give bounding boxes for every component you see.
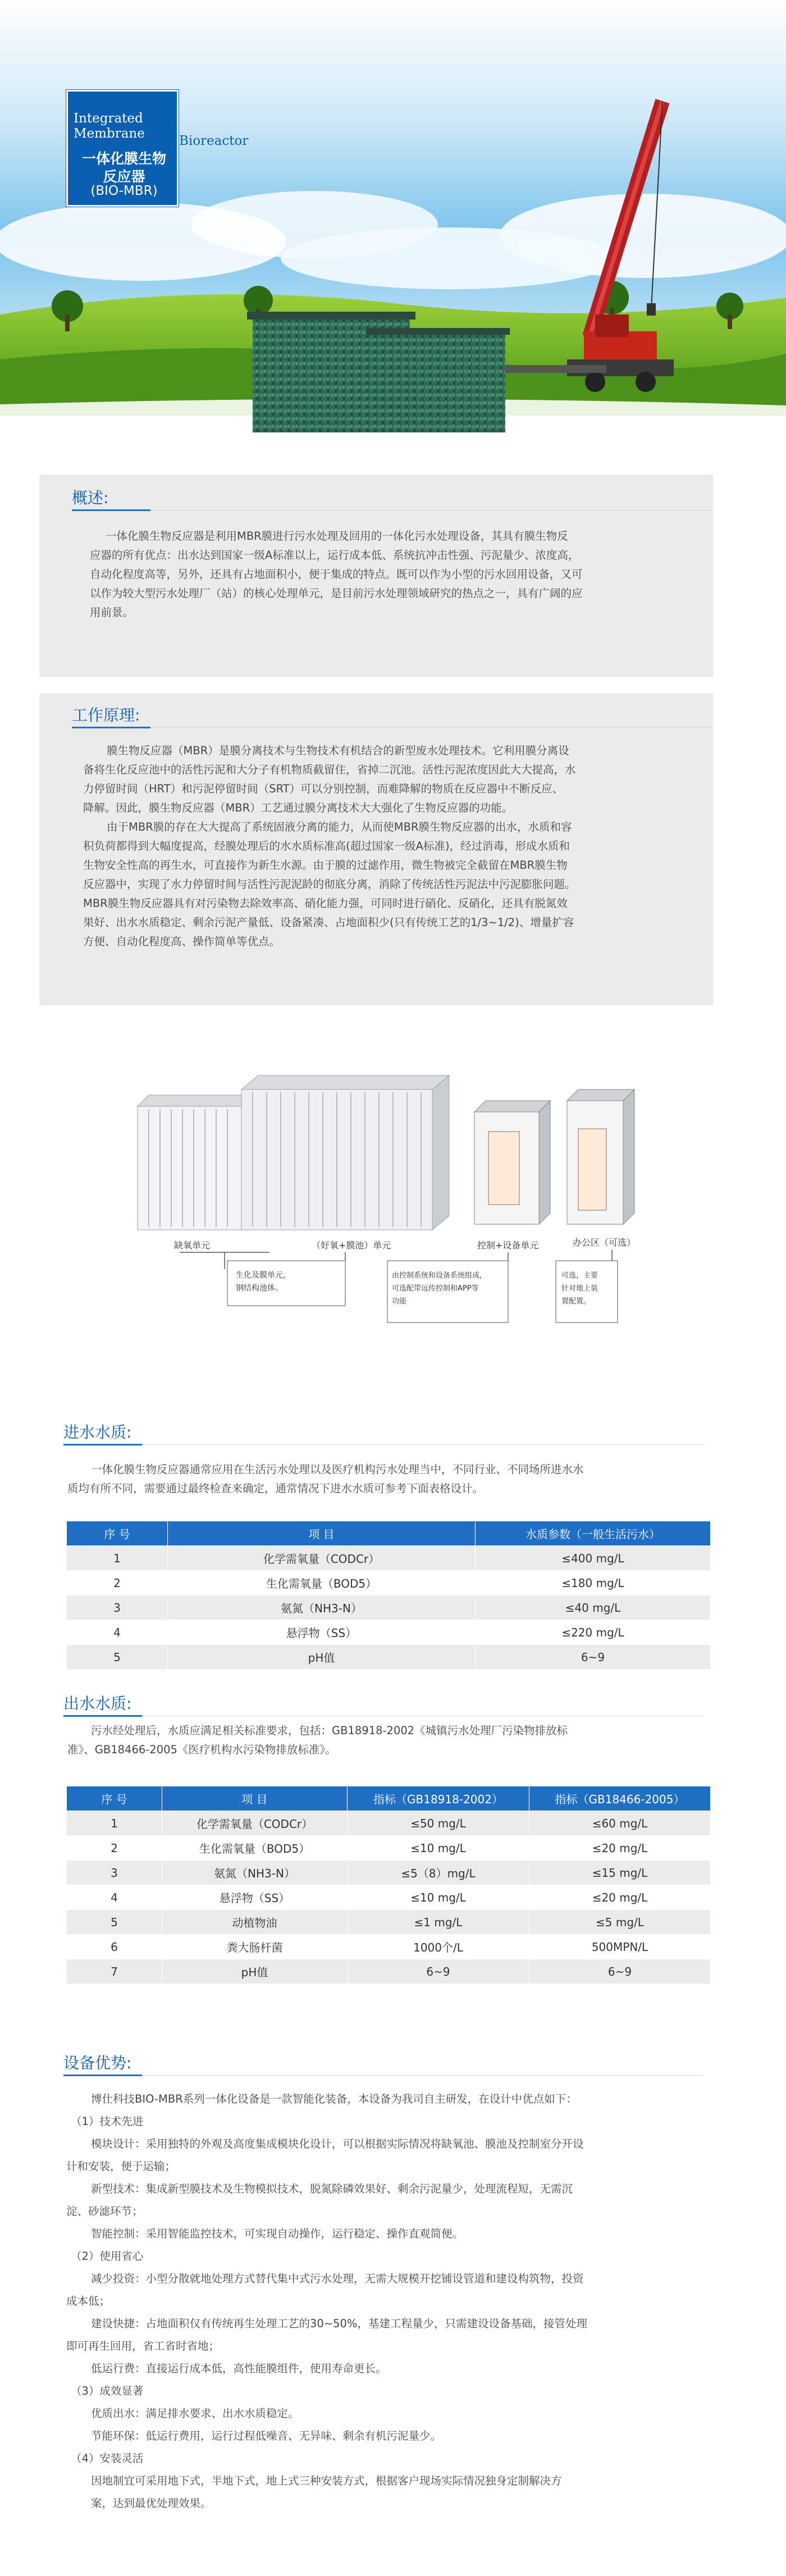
table-cell: ≤20 mg/L — [529, 1836, 711, 1861]
table-row — [67, 1935, 711, 1959]
outlet-heading — [31, 1693, 705, 1715]
text-line: 应器的所有优点：出水达到国家一级A标准以上，运行成本低、系统抗冲击性强、污泥量少、浓度高， — [90, 549, 579, 562]
text-line: 准》、GB18466-2005《医疗机构水污染物排放标准》。 — [67, 1743, 336, 1756]
table-cell: 1000个/L — [348, 1935, 529, 1959]
table-row — [67, 1546, 711, 1571]
table-row — [67, 1861, 711, 1885]
table-cell: 2 — [67, 1836, 162, 1861]
text-line: 节能环保：低运行费用，运行过程低噪音、无异味、剩余有机污泥量少。 — [91, 2429, 442, 2442]
text-line: （4）安装灵活 — [71, 2452, 144, 2465]
aerobic-unit-graphic — [241, 1075, 449, 1230]
column-header: 项 目 — [162, 1786, 348, 1811]
inlet-table — [66, 1521, 711, 1670]
label-anoxic: 缺氧单元 — [174, 1240, 211, 1251]
table-cell: 1 — [67, 1546, 168, 1571]
hero-illustration — [0, 0, 786, 432]
unit-diagram — [0, 1067, 786, 1359]
table-row — [67, 1645, 711, 1670]
column-header: 序 号 — [67, 1786, 162, 1811]
table-cell: ≤5（8）mg/L — [348, 1861, 529, 1885]
note-box-bio — [227, 1261, 345, 1306]
table-cell: 氨氮（NH3-N） — [168, 1595, 476, 1620]
table-cell: 6 — [67, 1935, 162, 1959]
table-cell: pH值 — [162, 1959, 348, 1984]
inlet-heading — [31, 1422, 705, 1443]
table-cell: 悬浮物（SS） — [168, 1620, 476, 1645]
table-row — [67, 1595, 711, 1620]
note-control-line: 由控制系统和设备系统组成， — [392, 1271, 487, 1280]
overview-title: 概述: — [72, 489, 109, 507]
divider — [63, 2075, 703, 2076]
table-row — [67, 1910, 711, 1935]
table-row — [67, 1811, 711, 1836]
text-line: 果好、出水水质稳定、剩余污泥产量低、设备紧凑、占地面积少(只有传统工艺的1/3~1/2)、增量扩容 — [83, 916, 574, 929]
text-line: 博仕科技BIO-MBR系列一体化设备是一款智能化装备，本设备为我司自主研发，在设计中优点如下： — [91, 2092, 577, 2105]
text-line: 方便、自动化程度高、操作简单等优点。 — [83, 935, 281, 948]
table-cell: 氨氮（NH3-N） — [162, 1861, 348, 1885]
text-line: 即可再生回用，省工省时省地； — [66, 2340, 220, 2352]
text-line: 由于MBR膜的存在大大提高了系统固液分离的能力，从而使MBR膜生物反应器的出水，水质和容 — [107, 820, 572, 833]
table-cell: 生化需氧量（BOD5） — [162, 1836, 348, 1861]
logo-en-line-1: Integrated — [74, 111, 143, 126]
table-cell: ≤60 mg/L — [529, 1811, 711, 1836]
text-line: 淀、砂滤环节； — [66, 2205, 143, 2218]
column-header: 指标（GB18466-2005） — [529, 1786, 711, 1811]
table-cell: ≤5 mg/L — [529, 1910, 711, 1935]
column-header: 水质参数（一般生活污水） — [476, 1521, 711, 1546]
column-header: 序 号 — [67, 1521, 168, 1546]
office-unit-graphic — [567, 1089, 634, 1224]
table-cell: ≤220 mg/L — [476, 1620, 711, 1645]
table-cell: 5 — [67, 1910, 162, 1935]
principle-title: 工作原理: — [72, 706, 140, 724]
logo-cn-line-3: (BIO-MBR) — [90, 184, 158, 198]
product-logo-box — [66, 90, 249, 207]
text-line: 新型技术：集成新型膜技术及生物模拟技术，脱氮除磷效果好、剩余污泥量少，处理流程短，无需沉 — [91, 2182, 573, 2195]
table-cell: ≤1 mg/L — [348, 1910, 529, 1935]
table-cell: ≤400 mg/L — [476, 1546, 711, 1571]
outlet-text — [67, 1721, 719, 1759]
text-line: 备将生化反应池中的活性污泥和大分子有机物质截留住，省掉二沉池。活性污泥浓度因此大大提高，水 — [83, 763, 576, 776]
advantages-text — [66, 2088, 729, 2515]
table-cell: 2 — [67, 1571, 168, 1595]
text-line: 智能控制：采用智能监控技术，可实现自动操作，运行稳定、操作直观简便。 — [91, 2227, 464, 2240]
text-line: （3）成效显著 — [71, 2384, 144, 2397]
advantages-heading — [31, 2053, 705, 2074]
text-line: （1）技术先进 — [71, 2115, 144, 2128]
text-line: 生物安全性高的再生水，可直接作为新生水源。由于膜的过滤作用，微生物被完全截留在MBR膜生物 — [83, 859, 568, 872]
table-row — [67, 1959, 711, 1984]
table-cell: ≤15 mg/L — [529, 1861, 711, 1885]
label-control: 控制+设备单元 — [477, 1240, 539, 1251]
text-line: 降解。因此，膜生物反应器（MBR）工艺通过膜分离技术大大强化了生物反应器的功能。 — [83, 801, 513, 814]
table-cell: 1 — [67, 1811, 162, 1836]
text-line: 一体化膜生物反应器是利用MBR膜进行污水处理及回用的一体化污水处理设备，其具有膜生物反 — [106, 530, 568, 542]
note-bio-line: 生化及膜单元， — [236, 1271, 291, 1280]
text-line: 因地制宜可采用地下式，半地下式，地上式三种安装方式，根据客户现场实际情况独身定制解决方 — [91, 2474, 562, 2487]
table-cell: 500MPN/L — [529, 1935, 711, 1959]
table-cell: 6~9 — [348, 1959, 529, 1984]
note-control-line: 功能 — [392, 1297, 407, 1306]
anoxic-unit-graphic — [138, 1095, 253, 1230]
table-cell: 4 — [67, 1620, 168, 1645]
table-cell: 6~9 — [529, 1959, 711, 1984]
note-bio-line: 钢结构池体。 — [236, 1284, 283, 1293]
table-cell: ≤50 mg/L — [348, 1811, 529, 1836]
text-line: 建设快捷：占地面积仅有传统再生处理工艺的30~50%，基建工程量少，只需建设设备基础，接管处理 — [91, 2317, 587, 2330]
text-line: 优质出水：满足排水要求、出水水质稳定。 — [91, 2407, 299, 2420]
text-line: 污水经处理后，水质应满足相关标准要求，包括：GB18918-2002《城镇污水处理厂污染物排放标 — [91, 1724, 568, 1737]
text-line: 用前景。 — [90, 606, 134, 619]
label-aerobic: （好氧+膜池）单元 — [312, 1240, 391, 1251]
outlet-title: 出水水质: — [63, 1694, 132, 1713]
table-cell: 化学需氧量（CODCr） — [162, 1811, 348, 1836]
logo-en-line-3: Bioreactor — [179, 134, 249, 148]
table-row — [67, 1571, 711, 1595]
text-line: 反应器中，实现了水力停留时间与活性污泥泥龄的彻底分离，消除了传统活性污泥法中污泥膨胀问题。 — [83, 878, 576, 891]
table-cell: 粪大肠杆菌 — [162, 1935, 348, 1959]
column-header: 项 目 — [168, 1521, 476, 1546]
text-line: 自动化程度高等，另外，还具有占地面积小，便于集成的特点。既可以作为小型的污水回用设备，又可 — [90, 568, 583, 581]
table-cell: 生化需氧量（BOD5） — [168, 1571, 476, 1595]
table-cell: 3 — [67, 1861, 162, 1885]
advantages-title: 设备优势: — [63, 2054, 132, 2072]
logo-en-line-2: Membrane — [74, 126, 145, 141]
logo-cn-line-1: 一体化膜生物 — [81, 151, 166, 167]
overview-heading — [39, 487, 713, 509]
note-office-line: 可选，主要 — [561, 1271, 598, 1280]
text-line: 一体化膜生物反应器通常应用在生活污水处理以及医疗机构污水处理当中，不同行业、不同场所进水水 — [91, 1463, 584, 1476]
text-line: 积负荷都得到大幅度提高，经膜处理后的水水质标准高(超过国家一级A标准)，经过消毒，形成水质和 — [83, 840, 570, 852]
text-line: 质均有所不同，需要通过最终检查来确定，通常情况下进水水质可参考下面表格设计。 — [67, 1482, 484, 1495]
text-line: 成本低； — [66, 2295, 111, 2308]
note-office-line: 针对地上装 — [561, 1284, 598, 1293]
table-header-row — [67, 1786, 711, 1811]
text-line: 减少投资：小型分散就地处理方式替代集中式污水处理，无需大规模开挖铺设管道和建设构筑物，投资 — [91, 2272, 584, 2285]
table-cell: ≤40 mg/L — [476, 1595, 711, 1620]
label-office: 办公区（可选） — [573, 1237, 636, 1248]
table-header-row — [67, 1521, 711, 1546]
table-cell: 动植物油 — [162, 1910, 348, 1935]
table-row — [67, 1620, 711, 1645]
table-cell: ≤10 mg/L — [348, 1885, 529, 1910]
table-cell: ≤180 mg/L — [476, 1571, 711, 1595]
table-cell: 化学需氧量（CODCr） — [168, 1546, 476, 1571]
principle-heading — [39, 705, 713, 726]
table-row — [67, 1885, 711, 1910]
text-line: 力停留时间（HRT）和污泥停留时间（SRT）可以分别控制，而难降解的物质在反应器中不断反应、 — [83, 782, 564, 795]
text-line: 低运行费：直接运行成本低，高性能膜组件，使用寿命更长。 — [91, 2362, 387, 2375]
hero-banner — [0, 0, 786, 432]
divider — [63, 1444, 703, 1445]
overview-text — [90, 527, 719, 622]
text-line: MBR膜生物反应器具有对污染物去除效率高、硝化能力强，可同时进行硝化、反硝化，还具有脱氮效 — [83, 897, 568, 910]
table-cell: 4 — [67, 1885, 162, 1910]
table-cell: 5 — [67, 1645, 168, 1670]
table-row — [67, 1836, 711, 1861]
divider — [72, 727, 712, 728]
text-line: 案，达到最优处理效果。 — [91, 2497, 212, 2510]
table-cell: 7 — [67, 1959, 162, 1984]
inlet-text — [67, 1460, 719, 1498]
logo-cn-line-2: 反应器 — [103, 168, 145, 185]
text-line: 模块设计：采用独特的外观及高度集成模块化设计，可以根据实际情况将缺氧池、膜池及控制室分开设 — [91, 2137, 584, 2150]
column-header: 指标（GB18918-2002） — [348, 1786, 529, 1811]
outlet-table — [66, 1786, 711, 1984]
text-line: （2）使用省心 — [71, 2250, 144, 2263]
note-office-line: 置配置。 — [561, 1297, 591, 1306]
inlet-title: 进水水质: — [63, 1423, 132, 1442]
table-cell: 3 — [67, 1595, 168, 1620]
text-line: 膜生物反应器（MBR）是膜分离技术与生物技术有机结合的新型废水处理技术。它利用膜分离设 — [107, 744, 569, 757]
text-line: 以作为较大型污水处理厂（站）的核心处理单元，是目前污水处理领域研究的热点之一，具有广阔的应 — [90, 587, 583, 600]
table-cell: 6~9 — [476, 1645, 711, 1670]
table-cell: 悬浮物（SS） — [162, 1885, 348, 1910]
note-control-line: 可选配带远传控制和APP等 — [392, 1284, 479, 1293]
table-cell: ≤20 mg/L — [529, 1885, 711, 1910]
table-cell: pH值 — [168, 1645, 476, 1670]
principle-text — [83, 741, 718, 951]
table-cell: ≤10 mg/L — [348, 1836, 529, 1861]
text-line: 计和安装，便于运输； — [66, 2160, 176, 2173]
control-unit-graphic — [474, 1101, 550, 1224]
